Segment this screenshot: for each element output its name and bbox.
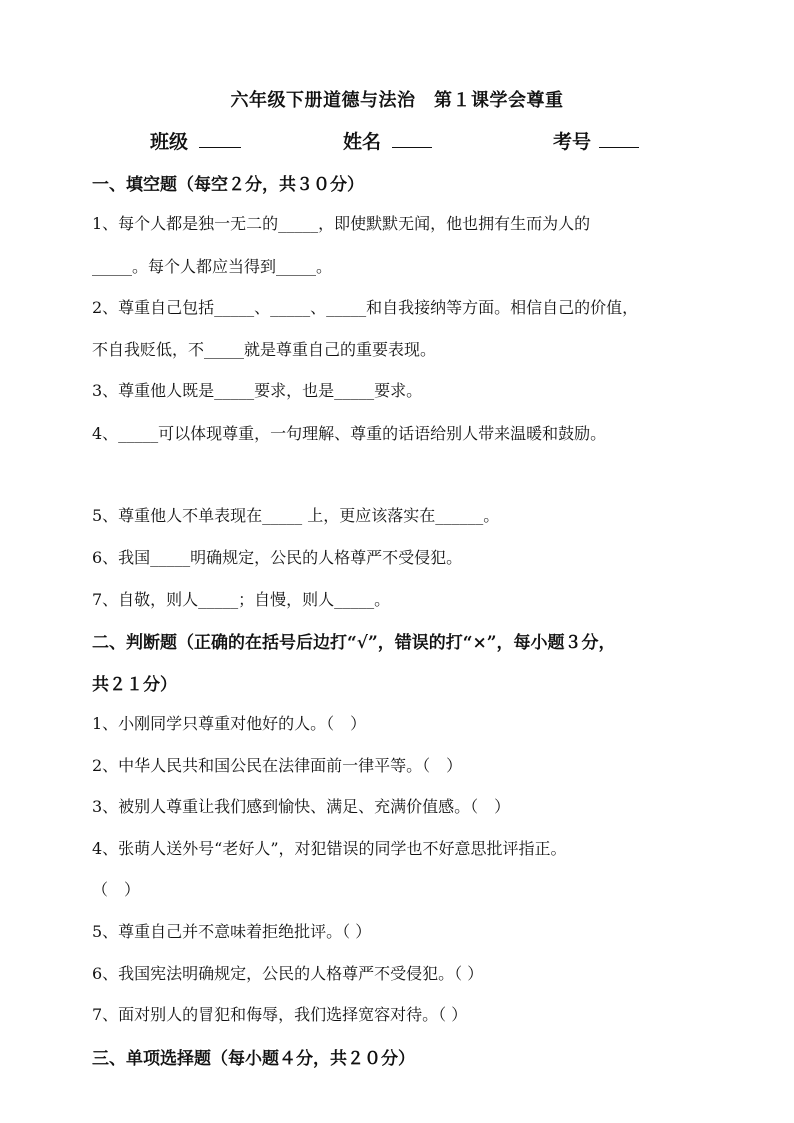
section-single-choice-heading: 三、单项选择题（每小题４分，共２０分）	[92, 1049, 415, 1069]
judge-question-line: 4、张萌人送外号“老好人”，对犯错误的同学也不好意思批评指正。	[92, 839, 567, 858]
section-fill-blank-heading: 一、填空题（每空２分，共３０分）	[92, 175, 364, 195]
fill-question-line: 3、尊重他人既是_____要求，也是_____要求。	[92, 381, 423, 400]
judge-question-line: 1、小刚同学只尊重对他好的人。（ ）	[92, 714, 367, 733]
fill-question-line: 5、尊重他人不单表现在_____ 上，更应该落实在______。	[92, 506, 500, 525]
judge-question-line: 5、尊重自己并不意味着拒绝批评。（ ）	[92, 922, 372, 941]
judge-question-line: 3、被别人尊重让我们感到愉快、满足、充满价值感。（ ）	[92, 797, 511, 816]
class-blank	[199, 129, 241, 148]
judge-question-line: （ ）	[92, 880, 141, 899]
fill-question-line: _____。每个人都应当得到_____。	[92, 257, 333, 276]
fill-question-line: 2、尊重自己包括_____、_____、_____和自我接纳等方面。相信自己的价值，	[92, 298, 639, 317]
class-field	[150, 127, 241, 154]
name-field	[343, 127, 432, 154]
judge-question-line: 6、我国宪法明确规定，公民的人格尊严不受侵犯。（ ）	[92, 964, 484, 983]
name-blank	[392, 129, 432, 148]
number-blank	[599, 129, 639, 148]
judge-question-line: 2、中华人民共和国公民在法律面前一律平等。（ ）	[92, 756, 463, 775]
section-true-false-heading: 二、判断题（正确的在括号后边打“√”，错误的打“×”，每小题３分，	[92, 633, 616, 653]
fill-question-line: 4、_____可以体现尊重，一句理解、尊重的话语给别人带来温暖和鼓励。	[92, 424, 607, 443]
page-title: 六年级下册道德与法治 第１课学会尊重	[230, 90, 564, 111]
section-true-false-heading-cont: 共２１分）	[92, 675, 177, 695]
judge-question-line: 7、面对别人的冒犯和侮辱，我们选择宽容对待。（ ）	[92, 1005, 468, 1024]
fill-question-line: 7、自敬，则人_____；自慢，则人_____。	[92, 590, 391, 609]
name-label: 姓名	[343, 131, 382, 153]
number-label: 考号	[553, 131, 592, 153]
class-label: 班级	[150, 131, 189, 153]
fill-question-line: 1、每个人都是独一无二的_____，即使默默无闻，他也拥有生而为人的	[92, 214, 591, 233]
number-field	[553, 127, 639, 154]
student-info-row	[0, 127, 794, 153]
fill-question-line: 6、我国_____明确规定，公民的人格尊严不受侵犯。	[92, 548, 463, 567]
fill-question-line: 不自我贬低，不_____就是尊重自己的重要表现。	[92, 340, 437, 359]
